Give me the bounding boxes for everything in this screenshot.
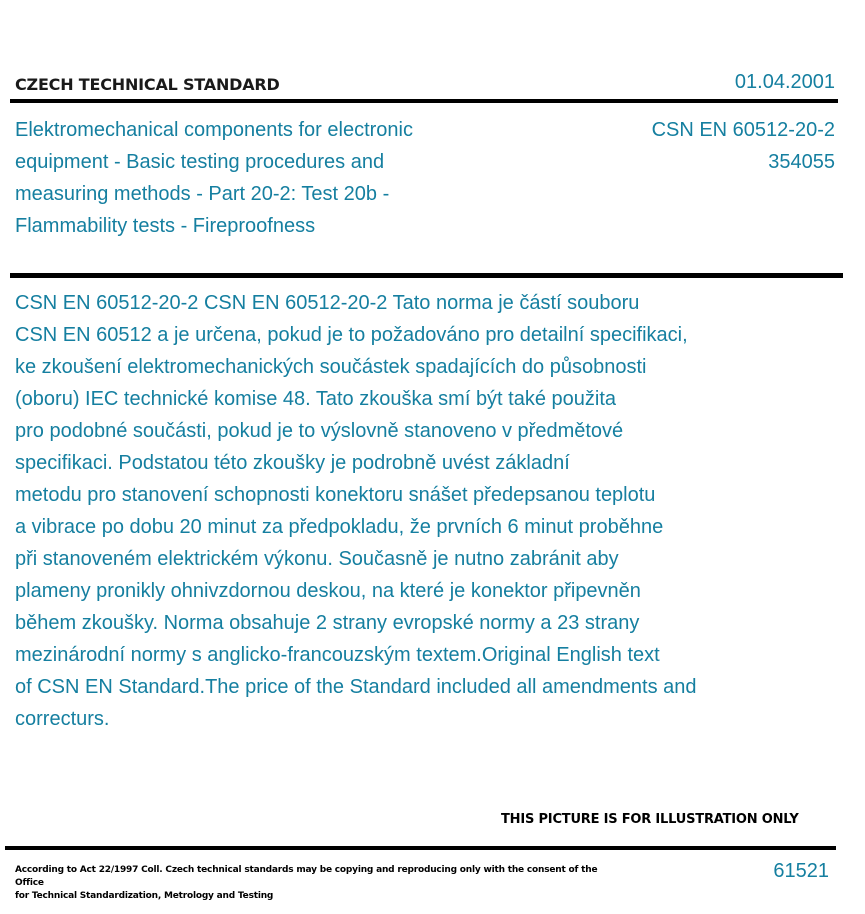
abstract-line: CSN EN 60512 a je určena, pokud je to požadováno pro detailní specifikaci, [15,324,688,346]
illustration-note: THIS PICTURE IS FOR ILLUSTRATION ONLY [501,812,799,827]
abstract-line: pro podobné součásti, pokud je to výslovně stanoveno v předmětové [15,420,624,442]
standard-code: CSN EN 60512-20-2 [651,119,835,141]
abstract-line: of CSN EN Standard.The price of the Standard included all amendments and [15,676,697,698]
title-line: Elektromechanical components for electronic [15,119,413,141]
title-line: equipment - Basic testing procedures and [15,151,385,173]
abstract-line: při stanoveném elektrickém výkonu. Současně je nutno zabránit aby [15,548,619,570]
abstract-text [15,287,755,735]
abstract-line: metodu pro stanovení schopnosti konektoru snášet předepsanou teplotu [15,484,656,506]
publication-date: 01.04.2001 [734,71,835,93]
legal-line: According to Act 22/1997 Coll. Czech technical standards may be copying and reproducing only with the consent of the Office [15,865,598,888]
abstract-line: plameny pronikly ohnivzdornou deskou, na které je konektor připevněn [15,580,641,602]
abstract-line: mezinárodní normy s anglicko-francouzským textem.Original English text [15,644,660,666]
class-number: 354055 [768,151,835,173]
footer-divider [5,846,836,850]
title-divider [10,273,843,278]
legal-line: for Technical Standardization, Metrology and Testing [15,891,274,901]
title-line: Flammability tests - Fireproofness [15,215,316,237]
standard-identifiers [652,114,835,178]
abstract-line: CSN EN 60512-20-2 CSN EN 60512-20-2 Tato norma je částí souboru [15,292,640,314]
standard-title [15,114,465,242]
document-type-label: CZECH TECHNICAL STANDARD [15,75,280,94]
title-line: measuring methods - Part 20-2: Test 20b - [15,183,390,205]
abstract-line: (oboru) IEC technické komise 48. Tato zkouška smí být také použita [15,388,617,410]
abstract-line: během zkoušky. Norma obsahuje 2 strany evropské normy a 23 strany [15,612,640,634]
abstract-line: specifikaci. Podstatou této zkoušky je podrobně uvést základní [15,452,570,474]
product-id: 61521 [773,860,829,882]
abstract-line: a vibrace po dobu 20 minut za předpokladu, že prvních 6 minut proběhne [15,516,664,538]
abstract-line: correcturs. [15,708,110,730]
abstract-line: ke zkoušení elektromechanických součástek spadajících do působnosti [15,356,647,378]
header-divider [10,99,838,103]
legal-notice [15,864,615,903]
